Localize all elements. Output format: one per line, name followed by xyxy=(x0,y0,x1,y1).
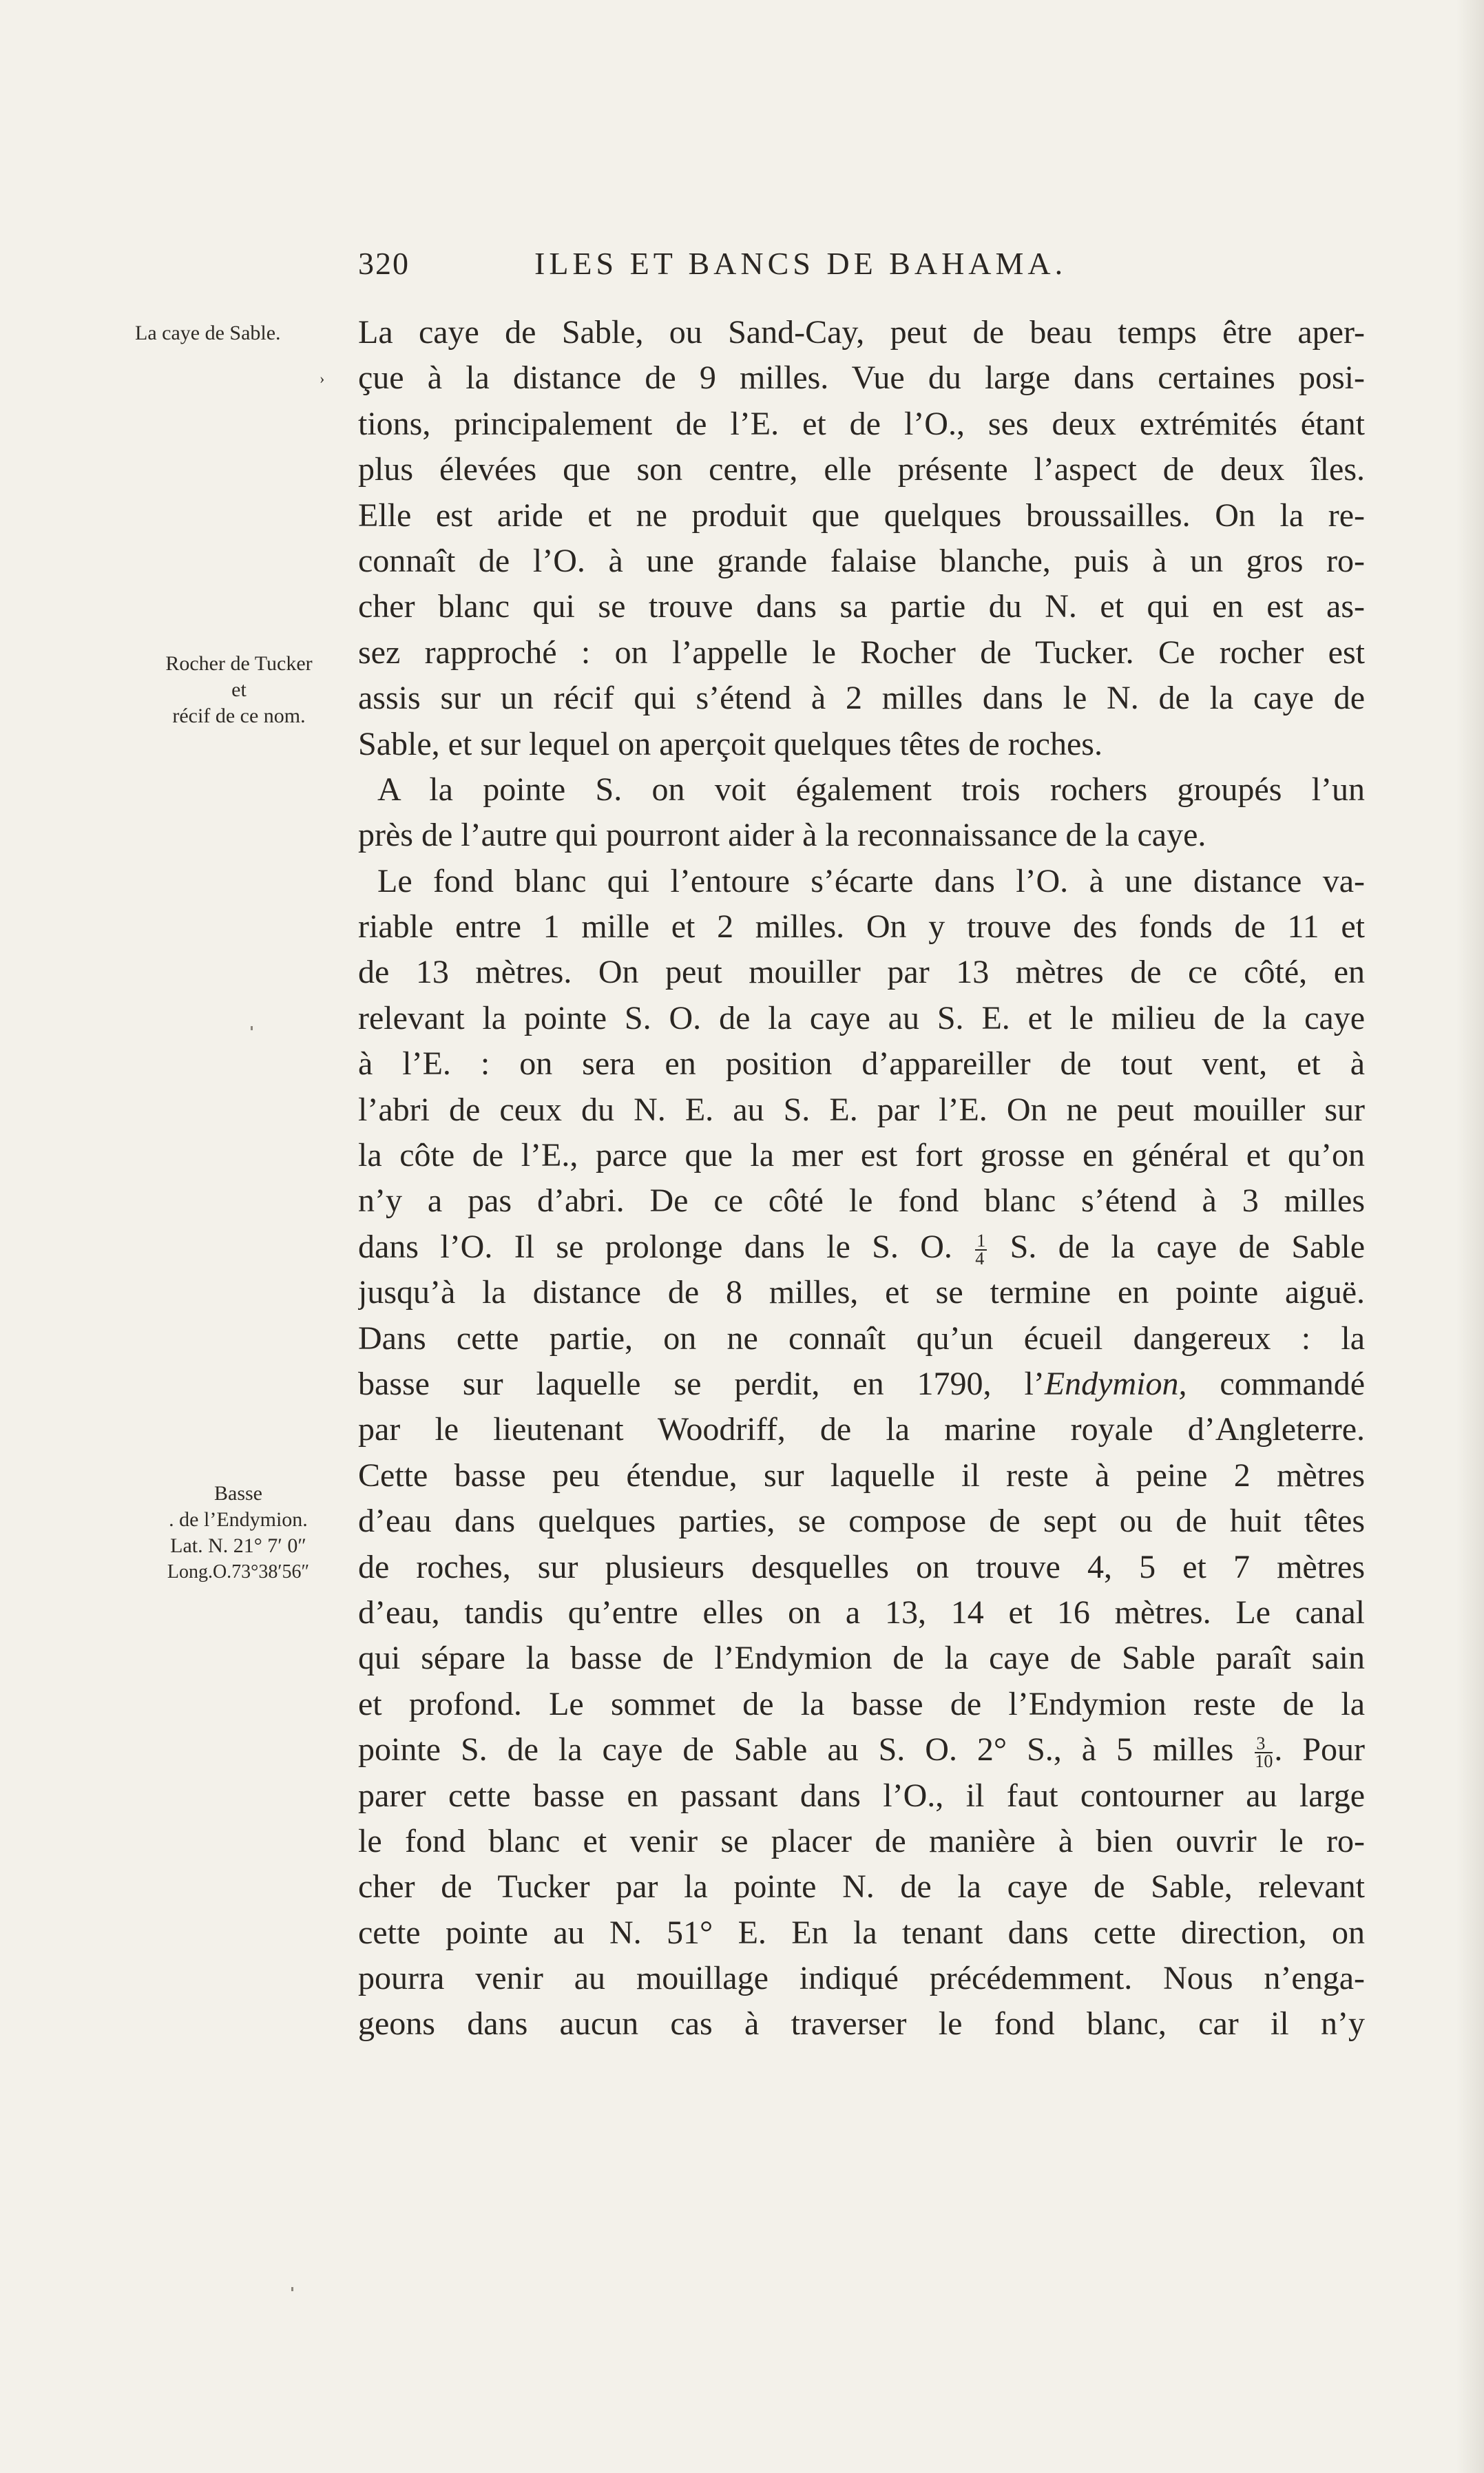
text-line: jusqu’à la distance de 8 milles, et se termine en pointe aiguë. xyxy=(358,1274,1365,1311)
margin-note-rocher xyxy=(132,651,346,729)
page-edge-shadow xyxy=(1456,0,1484,2473)
running-title: ILES ET BANCS DE BAHAMA. xyxy=(534,246,1067,281)
text-line: assis sur un récif qui s’étend à 2 milles dans le N. de la caye de xyxy=(358,680,1365,717)
fraction-numerator: 3 xyxy=(1255,1735,1273,1753)
text-fragment: dans l’O. Il se prolonge dans le S. O. xyxy=(358,1228,952,1265)
text-line: geons dans aucun cas à traverser le fond blanc, car il n’y xyxy=(358,2005,1365,2043)
text-line: çue à la distance de 9 milles. Vue du large dans certaines posi- xyxy=(358,359,1365,397)
text-line: l’abri de ceux du N. E. au S. E. par l’E. On ne peut mouiller sur xyxy=(358,1091,1365,1128)
ship-name-endymion: Endymion, xyxy=(1044,1365,1187,1402)
page-number: 320 xyxy=(358,246,410,281)
text-fragment: commandé xyxy=(1220,1365,1365,1402)
margin-tick-mark: › xyxy=(320,370,325,387)
text-line: le fond blanc et venir se placer de manière à bien ouvrir le ro- xyxy=(358,1822,1365,1859)
text-line: de 13 mètres. On peut mouiller par 13 mètres de ce côté, en xyxy=(358,954,1365,991)
margin-note-rocher-line: Rocher de Tucker xyxy=(165,652,313,675)
text-line: et profond. Le sommet de la basse de l’Endymion reste de la xyxy=(358,1685,1365,1722)
paper-speck xyxy=(291,2287,293,2291)
fraction-one-quarter xyxy=(975,1230,987,1269)
paper-speck xyxy=(251,1026,253,1030)
text-line: sez rapproché : on l’appelle le Rocher de Tucker. Ce rocher est xyxy=(358,634,1365,671)
text-line: à l’E. : on sera en position d’appareiller de tout vent, et à xyxy=(358,1045,1365,1083)
text-line: d’eau, tandis qu’entre elles on a 13, 14 et 16 mètres. Le canal xyxy=(358,1594,1365,1631)
text-line: parer cette basse en passant dans l’O., il faut contourner au large xyxy=(358,1777,1365,1814)
margin-note-rocher-line: récif de ce nom. xyxy=(172,705,306,727)
text-line: relevant la pointe S. O. de la caye au S. E. et le milieu de la caye xyxy=(358,999,1365,1036)
text-line: La caye de Sable, ou Sand-Cay, peut de beau temps être aper- xyxy=(358,314,1365,351)
text-line: Cette basse peu étendue, sur laquelle il reste à peine 2 mètres xyxy=(358,1457,1365,1494)
margin-note-caye xyxy=(135,320,342,387)
text-line: connaît de l’O. à une grande falaise blanche, puis à un gros ro- xyxy=(358,542,1365,579)
margin-note-rocher-line: et xyxy=(231,678,247,701)
text-line: Le fond blanc qui l’entoure s’écarte dans l’O. à une distance va- xyxy=(377,862,1365,899)
text-line: plus élevées que son centre, elle présente l’aspect de deux îles. xyxy=(358,451,1365,488)
text-line: de roches, sur plusieurs desquelles on trouve 4, 5 et 7 mètres xyxy=(358,1548,1365,1585)
text-line: Elle est aride et ne produit que quelques broussailles. On la re- xyxy=(358,497,1365,534)
text-line: A la pointe S. on voit également trois rochers groupés l’un xyxy=(377,771,1365,808)
fraction-three-tenths xyxy=(1255,1735,1273,1770)
text-line: cher blanc qui se trouve dans sa partie du N. et qui en est as- xyxy=(358,588,1365,625)
text-line-fraction xyxy=(358,1727,1365,1773)
text-fragment: . Pour xyxy=(1274,1731,1365,1768)
margin-note-basse-long: Long.O.73°38′56″ xyxy=(167,1561,310,1583)
text-line: Dans cette partie, on ne connaît qu’un écueil dangereux : la xyxy=(358,1319,1365,1357)
text-line: près de l’autre qui pourront aider à la reconnaissance de la caye. xyxy=(358,817,1206,854)
text-fragment: basse sur laquelle se perdit, en 1790, l’ xyxy=(358,1365,1045,1402)
margin-note-basse-line: . de l’Endymion. xyxy=(169,1508,308,1531)
margin-note-basse xyxy=(128,1481,348,1585)
text-line: riable entre 1 mille et 2 milles. On y trouve des fonds de 11 et xyxy=(358,908,1365,946)
margin-note-basse-lat: Lat. N. 21° 7′ 0″ xyxy=(170,1534,306,1557)
text-line: cher de Tucker par la pointe N. de la caye de Sable, relevant xyxy=(358,1868,1365,1906)
text-line-fraction xyxy=(358,1224,1365,1270)
page-header xyxy=(358,245,1363,286)
text-line: pourra venir au mouillage indiqué précédemment. Nous n’enga- xyxy=(358,1960,1365,1997)
text-line: n’y a pas d’abri. De ce côté le fond blanc s’étend à 3 milles xyxy=(358,1182,1365,1220)
text-line: cette pointe au N. 51° E. En la tenant dans cette direction, on xyxy=(358,1914,1365,1951)
text-line: Sable, et sur lequel on aperçoit quelques têtes de roches. xyxy=(358,725,1102,762)
fraction-denominator: 10 xyxy=(1255,1751,1273,1772)
fraction-denominator: 4 xyxy=(975,1248,985,1269)
text-fragment: pointe S. de la caye de Sable au S. O. 2° S., à 5 milles xyxy=(358,1731,1234,1768)
margin-note-caye-text: La caye de Sable. xyxy=(135,322,281,344)
text-line: la côte de l’E., parce que la mer est fort grosse en général et qu’on xyxy=(358,1137,1365,1174)
fraction-numerator: 1 xyxy=(976,1230,986,1251)
text-line-italic xyxy=(358,1361,1365,1407)
text-line: qui sépare la basse de l’Endymion de la caye de Sable paraît sain xyxy=(358,1640,1365,1677)
body-text xyxy=(358,310,1365,2047)
text-line: par le lieutenant Woodriff, de la marine royale d’Angleterre. xyxy=(358,1411,1365,1448)
text-line: d’eau dans quelques parties, se compose de sept ou de huit têtes xyxy=(358,1503,1365,1540)
text-line: tions, principalement de l’E. et de l’O., ses deux extrémités étant xyxy=(358,405,1365,442)
text-fragment: S. de la caye de Sable xyxy=(1010,1228,1365,1265)
margin-note-basse-line: Basse xyxy=(214,1482,262,1505)
